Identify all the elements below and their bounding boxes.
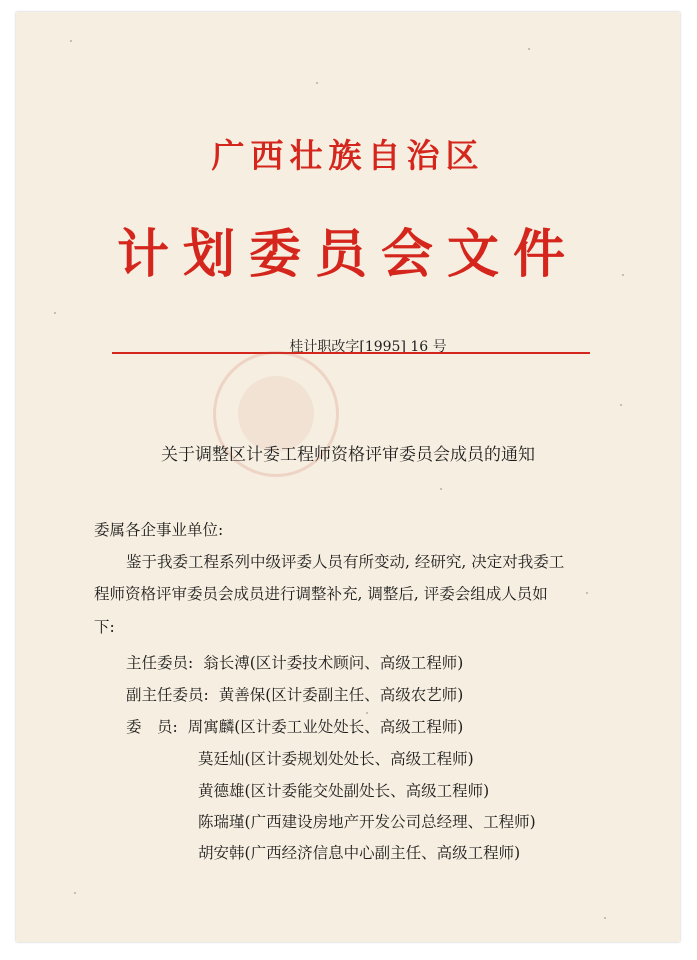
member-role: 副主任委员: [126,686,209,704]
member-detail: (区计委工业处处长、高级工程师) [234,718,464,736]
paragraph-line-1: 鉴于我委工程系列中级评委人员有所变动, 经研究, 决定对我委工 [126,553,565,571]
member-row [198,779,489,801]
paragraph-line-2: 程师资格评审委员会成员进行调整补充, 调整后, 评委会组成人员如 [94,585,548,603]
member-row [126,715,463,737]
member-name: 周寓麟 [187,718,235,736]
member-detail: (区计委能交处副处长、高级工程师) [244,782,490,800]
member-name: 胡安韩 [198,844,245,862]
notice-title: 关于调整区计委工程师资格评审委员会成员的通知 [161,445,535,465]
addressee: 委属各企事业单位: [94,521,224,539]
red-divider-line [112,352,590,354]
member-row [126,683,463,705]
member-detail: (区计委技术顾问、高级工程师) [249,654,464,672]
member-detail: (区计委规划处处长、高级工程师) [244,750,474,768]
member-name: 翁长溥 [203,654,250,672]
member-detail: (广西经济信息中心副主任、高级工程师) [244,844,521,862]
issuer-document-title: 计划委员会文件 [116,224,579,285]
member-row [198,841,520,863]
issuer-region-title: 广西壮族自治区 [211,136,485,175]
member-role: 委 员: [126,718,178,736]
member-detail: (区计委副主任、高级农艺师) [265,686,464,704]
paragraph-line-3: 下: [94,618,115,636]
member-detail: (广西建设房地产开发公司总经理、工程师) [244,813,536,831]
member-name: 陈瑞瑾 [198,813,245,831]
member-name: 黄善保 [218,686,266,704]
member-name: 黄德雄 [198,782,245,800]
member-row [126,651,463,673]
member-row [198,747,474,769]
member-name: 莫廷灿 [198,750,245,768]
document-number: 桂计职改字[1995] 16 号 [289,339,447,355]
member-role: 主任委员: [126,654,194,672]
member-row [198,810,536,832]
document-page [16,12,680,942]
